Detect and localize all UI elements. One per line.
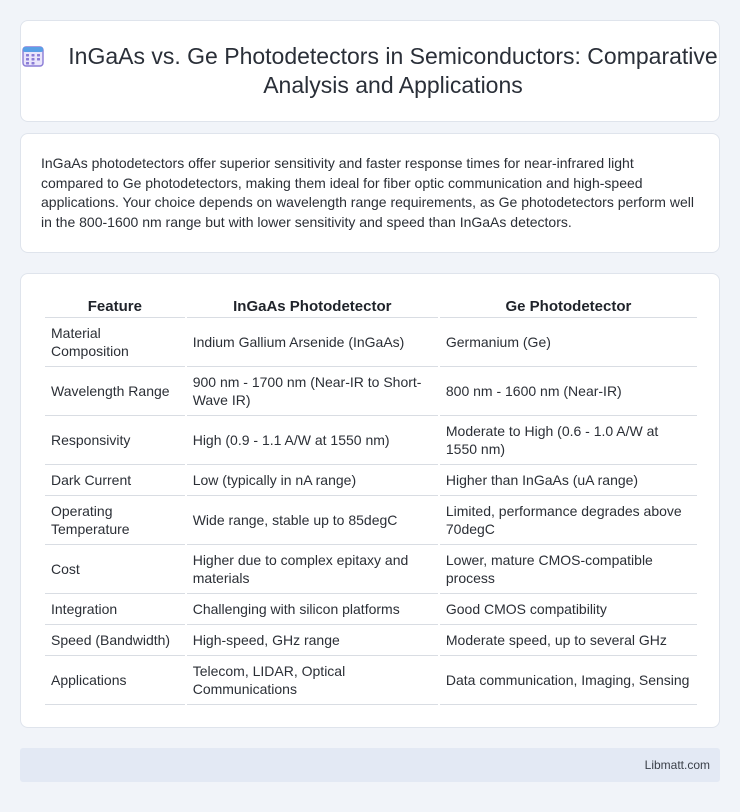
ge-cell: Data communication, Imaging, Sensing — [440, 656, 697, 705]
footer-source-link[interactable]: Libmatt.com — [644, 758, 710, 772]
table-row — [45, 656, 697, 705]
intro-card — [20, 133, 720, 253]
title-card — [20, 20, 720, 122]
feature-cell: Applications — [45, 656, 185, 705]
table-row — [45, 416, 697, 465]
ge-cell: 800 nm - 1600 nm (Near-IR) — [440, 367, 697, 416]
table-row — [45, 594, 697, 625]
ge-cell: Moderate speed, up to several GHz — [440, 625, 697, 656]
table-header-row — [45, 294, 697, 318]
ingaas-cell: Indium Gallium Arsenide (InGaAs) — [187, 318, 438, 367]
feature-cell: Operating Temperature — [45, 496, 185, 545]
feature-cell: Integration — [45, 594, 185, 625]
ingaas-cell: 900 nm - 1700 nm (Near-IR to Short-Wave IR) — [187, 367, 438, 416]
title-wrap — [21, 42, 719, 100]
feature-cell: Speed (Bandwidth) — [45, 625, 185, 656]
ge-cell: Good CMOS compatibility — [440, 594, 697, 625]
table-row — [45, 367, 697, 416]
ingaas-cell: High (0.9 - 1.1 A/W at 1550 nm) — [187, 416, 438, 465]
ge-cell: Germanium (Ge) — [440, 318, 697, 367]
footer-bar — [20, 748, 720, 782]
ingaas-cell: Higher due to complex epitaxy and materials — [187, 545, 438, 594]
ingaas-cell: Telecom, LIDAR, Optical Communications — [187, 656, 438, 705]
header-ingaas: InGaAs Photodetector — [187, 294, 438, 318]
table-row — [45, 496, 697, 545]
table-row — [45, 318, 697, 367]
ingaas-cell: Wide range, stable up to 85degC — [187, 496, 438, 545]
comparison-table-card — [20, 273, 720, 728]
page-title: InGaAs vs. Ge Photodetectors in Semiconductors: Comparative Analysis and Applications — [68, 43, 718, 98]
comparison-table — [43, 294, 699, 705]
table-row — [45, 465, 697, 496]
ge-cell: Limited, performance degrades above 70degC — [440, 496, 697, 545]
ingaas-cell: Challenging with silicon platforms — [187, 594, 438, 625]
ingaas-cell: Low (typically in nA range) — [187, 465, 438, 496]
intro-paragraph: InGaAs photodetectors offer superior sensitivity and faster response times for near-infrared light compared to Ge photodetectors, making them ideal for fiber optic communication and high-speed applications. Your choice depends on wavelength range requirements, as Ge photodetectors perform well in the 800-1600 nm range but with lower sensitivity and speed than InGaAs detectors. — [41, 155, 694, 230]
ge-cell: Lower, mature CMOS-compatible process — [440, 545, 697, 594]
table-row — [45, 625, 697, 656]
ingaas-cell: High-speed, GHz range — [187, 625, 438, 656]
calendar-grid-icon — [21, 44, 45, 68]
feature-cell: Responsivity — [45, 416, 185, 465]
feature-cell: Material Composition — [45, 318, 185, 367]
header-ge: Ge Photodetector — [440, 294, 697, 318]
table-row — [45, 545, 697, 594]
feature-cell: Cost — [45, 545, 185, 594]
ge-cell: Moderate to High (0.6 - 1.0 A/W at 1550 nm) — [440, 416, 697, 465]
ge-cell: Higher than InGaAs (uA range) — [440, 465, 697, 496]
header-feature: Feature — [45, 294, 185, 318]
feature-cell: Wavelength Range — [45, 367, 185, 416]
feature-cell: Dark Current — [45, 465, 185, 496]
